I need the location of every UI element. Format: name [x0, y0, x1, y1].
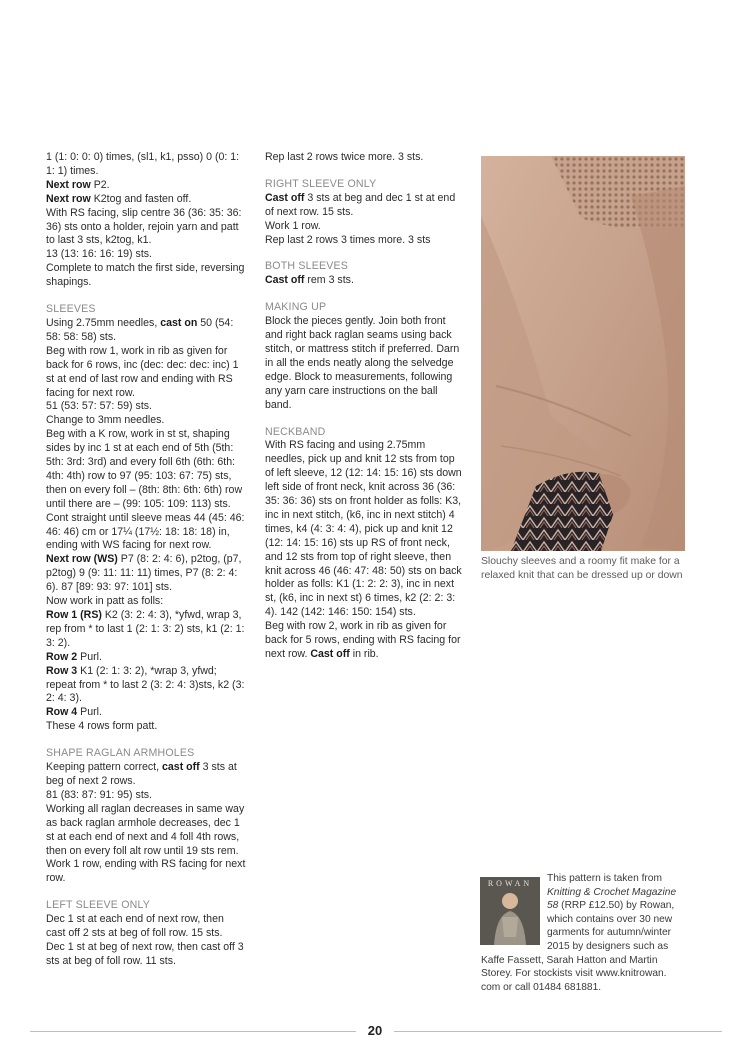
photo-caption: Slouchy sleeves and a roomy fit make for a relaxed knit that can be dressed up or down: [481, 556, 683, 581]
paragraph: 13 (13: 16: 16: 19) sts.: [46, 248, 152, 261]
paragraph: Beg with a K row, work in st st, shaping sides by inc 1 st at each end of 5th (5th: 5th: 3rd: 3rd) and every foll 6th (6th: 6th: 4th: 4th) row to 97 (95: 103: 67: 75) sts, then on every foll – (8th: 8th: 6th: 6th) row until there are – (99: 105: 109: 113) sts.: [46, 428, 243, 510]
section-heading-right-sleeve: RIGHT SLEEVE ONLY: [265, 177, 377, 190]
section-heading-both-sleeves: BOTH SLEEVES: [265, 260, 349, 273]
paragraph: Keeping pattern correct, cast off 3 sts at beg of next 2 rows.: [46, 761, 237, 787]
paragraph: Dec 1 st at beg of next row, then cast off 3 sts at beg of foll row. 11 sts.: [46, 940, 244, 967]
paragraph: Next row (WS) P7 (8: 2: 4: 6), p2tog, (p7, p2tog) 9 (9: 11: 11: 11) times, P7 (8: 2: 4: 6). 87 [89: 93: 97: 101] sts.: [46, 553, 242, 594]
magazine-logo: ROWAN: [487, 879, 533, 888]
page-number: 20: [367, 1023, 383, 1038]
paragraph: Row 2 Purl.: [46, 650, 102, 663]
paragraph: Working all raglan decreases in same way as back raglan armhole decreases, dec 1 st at each end of next and 4 foll 4th rows, then on every foll alt row until 19 sts rem.: [46, 802, 245, 857]
paragraph: Cast off 3 sts at beg and dec 1 st at end of next row. 15 sts.: [265, 191, 456, 218]
left-column: [46, 151, 246, 969]
section-heading-neckband: NECKBAND: [265, 425, 326, 438]
section-heading-making-up: MAKING UP: [265, 301, 327, 314]
paragraph: Row 3 K1 (2: 1: 3: 2), *wrap 3, yfwd; repeat from * to last 2 (3: 2: 4: 3)sts, k2 (3: 2: 4: 3).: [46, 664, 245, 705]
paragraph: Using 2.75mm needles, cast on 50 (54: 58: 58: 58) sts.: [46, 316, 234, 343]
footer-rule-right: [394, 1031, 722, 1032]
paragraph: Rep last 2 rows 3 times more. 3 sts: [265, 233, 431, 246]
paragraph: Row 1 (RS) K2 (3: 2: 4: 3), *yfwd, wrap 3, rep from * to last 1 (2: 1: 3: 2) sts, k1 (2: 1: 3: 2).: [46, 609, 245, 649]
paragraph: Next row P2.: [46, 178, 110, 191]
paragraph: Row 4 Purl.: [46, 706, 102, 719]
paragraph: Beg with row 2, work in rib as given for back for 5 rows, ending with RS facing for next row. Cast off in rib.: [265, 620, 461, 660]
paragraph: 81 (83: 87: 91: 95) sts.: [46, 788, 152, 801]
paragraph: Now work in patt as folls:: [46, 595, 164, 608]
paragraph: 1 (1: 0: 0: 0) times, (sl1, k1, psso) 0 (0: 1: 1: 1) times.: [46, 151, 240, 177]
paragraph: Beg with row 1, work in rib as given for back for 6 rows, inc (dec: dec: dec: inc) 1 st at end of last row and ending with RS facing for next row.: [46, 344, 239, 399]
paragraph: Work 1 row.: [265, 219, 321, 232]
paragraph: Cont straight until sleeve meas 44 (45: 46: 46: 46) cm or 17¼ (17½: 18: 18: 18) in, ending with WS facing for next row.: [46, 511, 245, 552]
paragraph: With RS facing and using 2.75mm needles, pick up and knit 12 sts from top of left sleeve, 12 (12: 14: 15: 16) sts down left side of front neck, knit across 36 (36: 35: 36: 36) sts on front holder as folls: K3, inc in next stitch, (k6, inc in next stitch) 4 times, k4 (4: 3: 4: 4), pick up and knit 12 (12: 14: 15: 16) sts up RS of front neck, and 12 sts from top of right sleeve, then knit across 46 (46: 47: 48: 50) sts on back holder as folls: K1 (1: 2: 2: 3), inc in next st, (k6, inc in next st) 6 times, k2 (2: 2: 3: 4). 142 (142: 146: 150: 154) sts.: [265, 439, 462, 619]
footer-rule-left: [30, 1031, 356, 1032]
paragraph: Block the pieces gently. Join both front and right back raglan seams using back stitch, or mattress stitch if preferred. Darn in all the ends neatly along the selvedge edge. Block to measurements, following any yarn care instructions on the ball band.: [265, 315, 460, 411]
paragraph: 51 (53: 57: 57: 59) sts.: [46, 400, 152, 413]
section-heading-sleeves: SLEEVES: [46, 303, 96, 316]
section-heading-raglan: SHAPE RAGLAN ARMHOLES: [46, 747, 195, 760]
paragraph: Work 1 row, ending with RS facing for next row.: [46, 858, 246, 885]
paragraph: With RS facing, slip centre 36 (36: 35: 36: 36) sts onto a holder, rejoin yarn and patt to last 3 sts, k2tog, k1.: [46, 206, 242, 247]
paragraph: Rep last 2 rows twice more. 3 sts.: [265, 151, 424, 163]
section-heading-left-sleeve: LEFT SLEEVE ONLY: [46, 899, 151, 912]
paragraph: Next row K2tog and fasten off.: [46, 192, 192, 205]
paragraph: These 4 rows form patt.: [46, 720, 158, 733]
paragraph: Dec 1 st at each end of next row, then cast off 2 sts at beg of foll row. 15 sts.: [46, 913, 224, 940]
paragraph: Complete to match the first side, reversing shapings.: [46, 262, 245, 289]
middle-column: [265, 151, 465, 662]
paragraph: Cast off rem 3 sts.: [265, 274, 354, 287]
sweater-photo: [481, 156, 685, 551]
magazine-credit: This pattern is taken from Knitting & Crochet Magazine 58 (RRP £12.50) by Rowan, which contains over 30 new garments for autumn/winter 2015 by designers such as Kaffe Fassett, Sarah Hatton and Martin Storey. For stockists visit www.knitrowan. com or call 01484 681881.: [481, 873, 677, 993]
paragraph: Change to 3mm needles.: [46, 414, 165, 427]
